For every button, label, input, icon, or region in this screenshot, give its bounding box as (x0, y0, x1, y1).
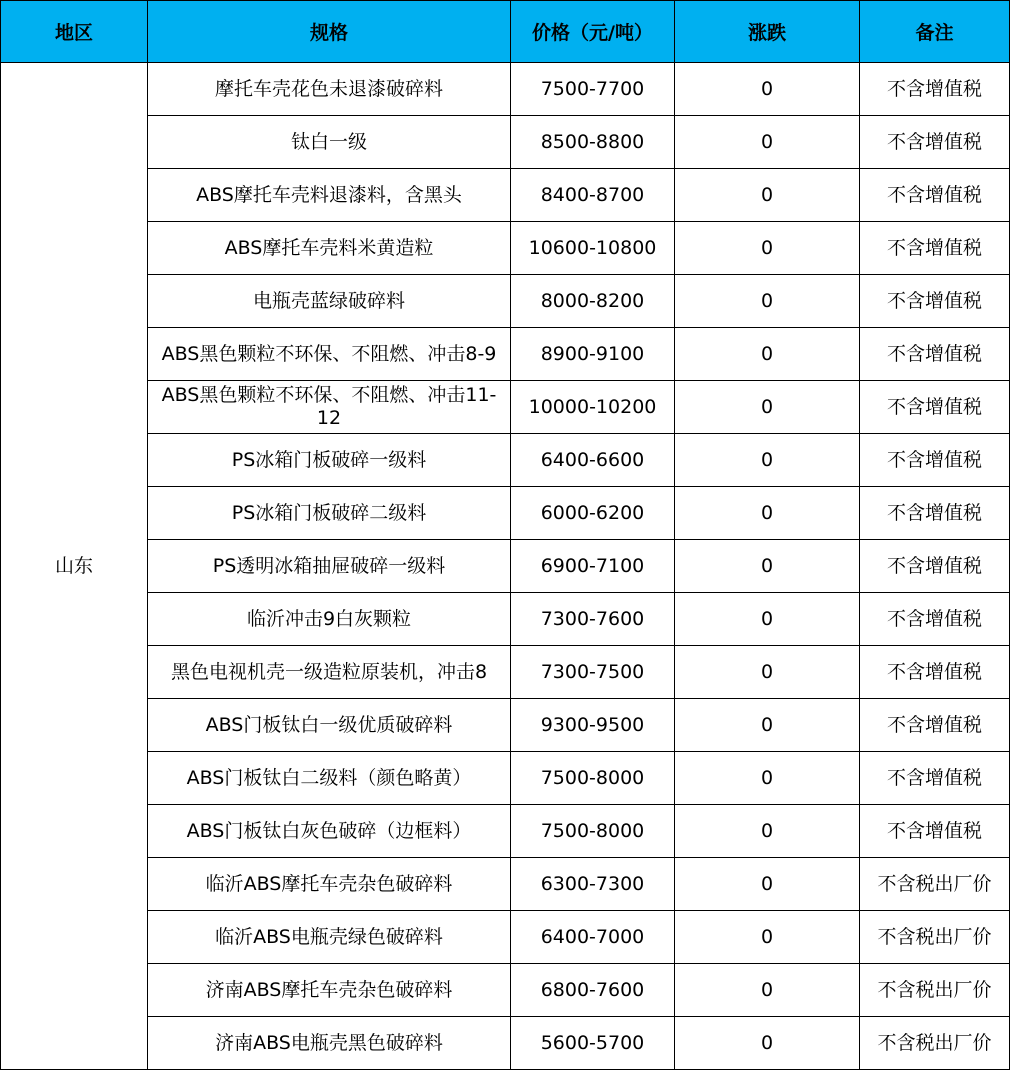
note-cell: 不含增值税 (860, 593, 1010, 646)
spec-cell: 临沂ABS电瓶壳绿色破碎料 (148, 911, 511, 964)
change-cell: 0 (675, 752, 860, 805)
change-cell: 0 (675, 487, 860, 540)
spec-cell: 济南ABS电瓶壳黑色破碎料 (148, 1017, 511, 1070)
change-cell: 0 (675, 964, 860, 1017)
change-cell: 0 (675, 328, 860, 381)
change-cell: 0 (675, 699, 860, 752)
table-row (1, 63, 1010, 116)
header-spec: 规格 (148, 1, 511, 63)
spec-cell: 钛白一级 (148, 116, 511, 169)
note-cell: 不含增值税 (860, 169, 1010, 222)
change-cell: 0 (675, 540, 860, 593)
price-cell: 6300-7300 (511, 858, 675, 911)
table-row (1, 699, 1010, 752)
table-row (1, 911, 1010, 964)
spec-cell: PS冰箱门板破碎二级料 (148, 487, 511, 540)
spec-cell: ABS门板钛白灰色破碎（边框料） (148, 805, 511, 858)
change-cell: 0 (675, 805, 860, 858)
price-cell: 7300-7600 (511, 593, 675, 646)
table-row (1, 1017, 1010, 1070)
price-cell: 6400-6600 (511, 434, 675, 487)
change-cell: 0 (675, 593, 860, 646)
table-row (1, 964, 1010, 1017)
spec-cell: 摩托车壳花色未退漆破碎料 (148, 63, 511, 116)
price-cell: 7500-7700 (511, 63, 675, 116)
note-cell: 不含增值税 (860, 699, 1010, 752)
note-cell: 不含税出厂价 (860, 858, 1010, 911)
table-row (1, 487, 1010, 540)
price-cell: 8000-8200 (511, 275, 675, 328)
table-row (1, 805, 1010, 858)
spec-cell: ABS黑色颗粒不环保、不阻燃、冲击8-9 (148, 328, 511, 381)
change-cell: 0 (675, 858, 860, 911)
change-cell: 0 (675, 169, 860, 222)
table-row (1, 434, 1010, 487)
table-row (1, 169, 1010, 222)
change-cell: 0 (675, 116, 860, 169)
price-cell: 8900-9100 (511, 328, 675, 381)
spec-cell: PS冰箱门板破碎一级料 (148, 434, 511, 487)
note-cell: 不含税出厂价 (860, 911, 1010, 964)
region-cell: 山东 (1, 63, 148, 1070)
header-row (1, 1, 1010, 63)
header-change: 涨跌 (675, 1, 860, 63)
price-cell: 10600-10800 (511, 222, 675, 275)
spec-cell: ABS门板钛白二级料（颜色略黄） (148, 752, 511, 805)
header-price: 价格（元/吨） (511, 1, 675, 63)
spec-cell: ABS黑色颗粒不环保、不阻燃、冲击11-12 (148, 381, 511, 434)
spec-cell: ABS摩托车壳料米黄造粒 (148, 222, 511, 275)
spec-cell: 临沂ABS摩托车壳杂色破碎料 (148, 858, 511, 911)
change-cell: 0 (675, 911, 860, 964)
spec-cell: 济南ABS摩托车壳杂色破碎料 (148, 964, 511, 1017)
change-cell: 0 (675, 1017, 860, 1070)
note-cell: 不含税出厂价 (860, 1017, 1010, 1070)
spec-cell: 临沂冲击9白灰颗粒 (148, 593, 511, 646)
change-cell: 0 (675, 222, 860, 275)
note-cell: 不含增值税 (860, 63, 1010, 116)
note-cell: 不含增值税 (860, 487, 1010, 540)
table-row (1, 275, 1010, 328)
note-cell: 不含增值税 (860, 381, 1010, 434)
table-row (1, 593, 1010, 646)
spec-cell: ABS门板钛白一级优质破碎料 (148, 699, 511, 752)
note-cell: 不含增值税 (860, 434, 1010, 487)
note-cell: 不含增值税 (860, 222, 1010, 275)
note-cell: 不含增值税 (860, 540, 1010, 593)
price-cell: 10000-10200 (511, 381, 675, 434)
price-cell: 6900-7100 (511, 540, 675, 593)
price-cell: 5600-5700 (511, 1017, 675, 1070)
note-cell: 不含增值税 (860, 116, 1010, 169)
change-cell: 0 (675, 275, 860, 328)
header-region: 地区 (1, 1, 148, 63)
change-cell: 0 (675, 381, 860, 434)
price-cell: 6800-7600 (511, 964, 675, 1017)
spec-cell: 电瓶壳蓝绿破碎料 (148, 275, 511, 328)
table-row (1, 381, 1010, 434)
table-body (1, 63, 1010, 1070)
table-row (1, 116, 1010, 169)
price-cell: 6400-7000 (511, 911, 675, 964)
header-note: 备注 (860, 1, 1010, 63)
table-row (1, 222, 1010, 275)
table-row (1, 328, 1010, 381)
price-cell: 6000-6200 (511, 487, 675, 540)
price-cell: 7500-8000 (511, 805, 675, 858)
note-cell: 不含增值税 (860, 752, 1010, 805)
price-cell: 8500-8800 (511, 116, 675, 169)
spec-cell: 黑色电视机壳一级造粒原装机，冲击8 (148, 646, 511, 699)
table-row (1, 858, 1010, 911)
spec-cell: ABS摩托车壳料退漆料，含黑头 (148, 169, 511, 222)
price-cell: 9300-9500 (511, 699, 675, 752)
change-cell: 0 (675, 434, 860, 487)
change-cell: 0 (675, 646, 860, 699)
note-cell: 不含增值税 (860, 275, 1010, 328)
table-row (1, 646, 1010, 699)
price-cell: 7500-8000 (511, 752, 675, 805)
note-cell: 不含税出厂价 (860, 964, 1010, 1017)
note-cell: 不含增值税 (860, 805, 1010, 858)
table-row (1, 540, 1010, 593)
spec-cell: PS透明冰箱抽屉破碎一级料 (148, 540, 511, 593)
note-cell: 不含增值税 (860, 646, 1010, 699)
price-cell: 8400-8700 (511, 169, 675, 222)
change-cell: 0 (675, 63, 860, 116)
price-cell: 7300-7500 (511, 646, 675, 699)
table-row (1, 752, 1010, 805)
note-cell: 不含增值税 (860, 328, 1010, 381)
